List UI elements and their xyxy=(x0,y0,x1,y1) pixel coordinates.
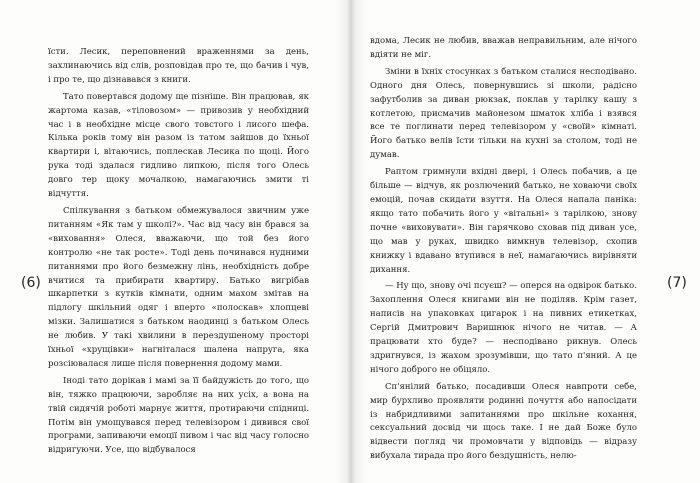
paragraph: Раптом гримнули вхідні двері, і Олесь побачив, а це більше — відчув, як розлючений батько, не ховаючи своїх емоцій, почав скидати взуття. На Олеся напала паніка: якщо тато побачить його у «вітальні» з тарілкою, знову почне «виховувати». Він гарячково сховав під диван усе, що мав у руках, швидко вимкнув телевізор, схопив книжку і вдавано втупився в неї, намагаючись вирівняти дихання. xyxy=(370,167,637,275)
right-page xyxy=(351,0,700,483)
paragraph: Тато повертався додому ще пізніше. Він працював, як жартома казав, «тіловозом» — привозив у необхідний час і в необхідне місце свого товстого і лисого шефа. Кілька років тому він разом із татом зайшов до їхньої квартири і, вітаючись, поплескав Лесика по щоці. Його рука тоді здалася гидливо липкою, після того Олесь довго тер щоку мочалкою, намагаючись змити ті відчуття. xyxy=(48,91,309,200)
right-page-text xyxy=(370,35,637,467)
paragraph: Зміни в їхніх стосунках з батьком сталися несподівано. Одного дня Олесь, повернувшись зі школи, радісно зафутболив за диван рюкзак, поклав у тарілку кашу з котлетою, присмачив майонезом шматок хліба і взявся все те поглинати перед телевізором у «своїй» кімнаті. Його батько велів їсти тільки на кухні за столом, тоді не думав. xyxy=(370,66,637,161)
paragraph: Сп'янілий батько, посадивши Олеся навпроти себе, мир бурхливо проявляти родинні почуття або напосідати із набридливими запитаннями про шкільне кохання, сексуальний досвід чи щось таке. І не дай Боже було відвести погляд чи промовчати у відповідь — відразу вибухала тирада про його бездушність, нелю- xyxy=(370,381,637,462)
paragraph: Іноді тато дорікав і мамі за її байдужість до того, що він, тяжко працюючи, заробляє на них усіх, а вона на твій сидячій роботі марнує життя, протираючи спідниці. Потім він умощувався перед телевізором і дивився свої програми, запиваючи емоції пивом і час від часу голосно відригуючи. Усе, що відбувалося xyxy=(48,375,309,456)
paragraph: їсти. Лесик, переповнений враженнями за день, захлинаючись від слів, розповідав про те, що бачив і чув, і про те, що дізнавався з книги. xyxy=(48,47,309,85)
paragraph: вдома, Лесик не любив, вважав неправильним, але нічого вдіяти не міг. xyxy=(370,36,637,60)
page-number-right: (7) xyxy=(667,275,687,291)
paragraph: Спілкування з батьком обмежувалося звичним уже питанням «Як там у школі?». Час від часу він брався за «виховання» Олеся, вважаючи, що той без його контролю «не так росте». Тоді день починався нудними питаннями про його безмежну лінь, необхідність добре вчитися та прибирати квартиру. Батько вигрібав шкарпетки з кутків кімнати, одним махом змітав на підлогу шкільний одяг і вперто «полоскав» хлопцеві мізки. Залишатися з батьком наодинці з батьком Олесь не любив. У такі хвилини в перездушеному просторі їхньої «хрущівки» нагніталася шалена напруга, яка розсіювалася лише після повернення додому мами. xyxy=(48,205,309,369)
paragraph: — Ну що, знову очі псуєш? — оперся на одвірок батько. Захоплення Олеся книгами він не поділяв. Крім газет, написів на упаковках цигарок і на пивних етикетках, Сергій Дмитрович Варишнюк нічого не читав. — А працювати хто буде? — несподівано рикнув. Олесь здригнувся, із жахом зрозумівши, що тато п'яний. А це нічого доброго не обіцяло. xyxy=(370,281,637,375)
book-gutter-shadow xyxy=(336,0,366,483)
page-number-left: (6) xyxy=(21,275,41,291)
left-page-text xyxy=(48,46,309,461)
